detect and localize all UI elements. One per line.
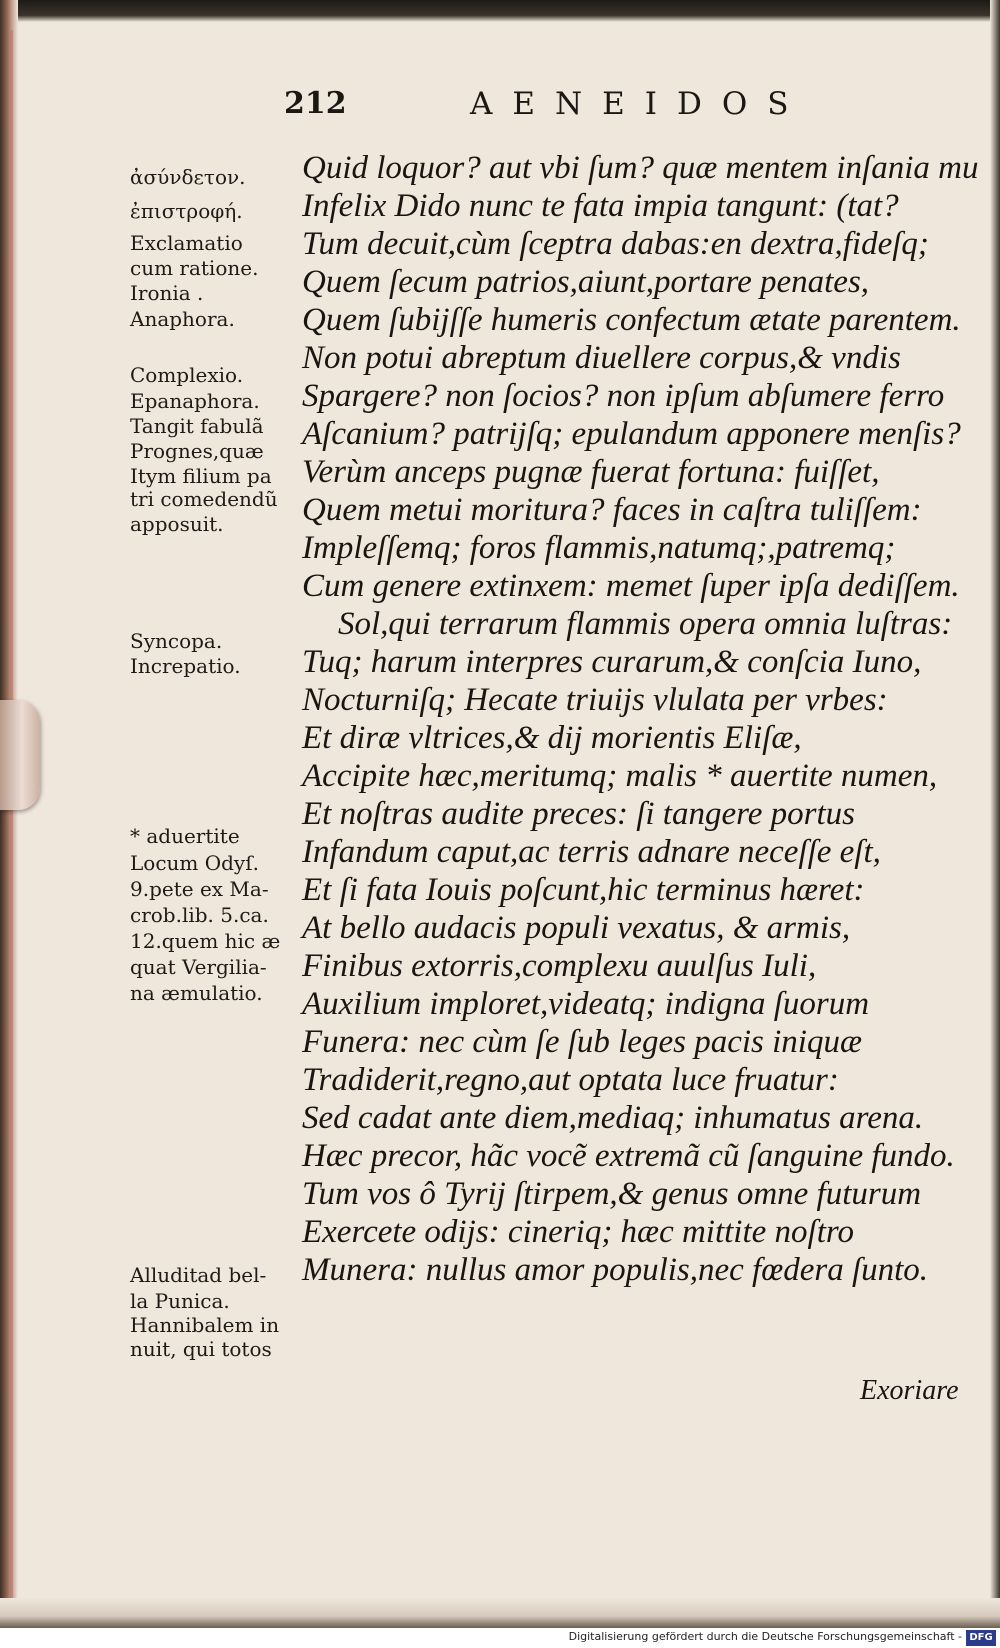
verse-line: Accipite hæc,meritumq; malis * auertite numen,: [302, 758, 938, 794]
verse-line: Et ſi fata Iouis poſcunt,hic terminus hæret:: [302, 872, 865, 908]
verse-line: Tuq; harum interpres curarum,& conſcia Iuno,: [302, 644, 922, 680]
verse-line: Quem ſubijſſe humeris confectum ætate parentem.: [302, 302, 961, 338]
margin-note: ἀσύνδετον.: [130, 165, 246, 189]
verse-line: Funera: nec cùm ſe ſub leges pacis iniquæ: [302, 1024, 862, 1060]
margin-note: ἐπιστροφή.: [130, 199, 243, 223]
scan-top-edge: [0, 0, 1000, 22]
catchword: Exoriare: [860, 1375, 959, 1406]
page-right-edge: [990, 0, 1000, 1648]
verse-line: Hæc precor, hãc vocẽ extremã cũ ſanguine fundo.: [302, 1138, 955, 1174]
verse-line: Tradiderit,regno,aut optata luce fruatur:: [302, 1062, 839, 1098]
margin-note: Hannibalem in: [130, 1313, 280, 1337]
verse-line: Quem ſecum patrios,aiunt,portare penates,: [302, 264, 870, 300]
margin-note: cum ratione.: [130, 256, 259, 280]
verse-line: Nocturniſq; Hecate triuijs vlulata per vrbes:: [302, 682, 888, 718]
verse-line: At bello audacis populi vexatus, & armis,: [302, 910, 851, 946]
margin-note: tri comedendũ: [130, 487, 278, 511]
verse-line: Non potui abreptum diuellere corpus,& vndis: [302, 340, 901, 376]
margin-note: Ironia .: [130, 281, 204, 305]
verse-line: Quem metui moritura? faces in caſtra tuliſſem:: [302, 492, 922, 528]
verse-line: Finibus extorris,complexu auulſus Iuli,: [302, 948, 817, 984]
verse-line: Sol,qui terrarum flammis opera omnia luſtras:: [338, 606, 953, 642]
page-number: 212: [284, 86, 347, 121]
digitization-footer: [0, 1628, 1000, 1648]
verse-line: Aſcanium? patrijſq; epulandum apponere menſis?: [302, 416, 961, 452]
page-clip: [0, 700, 40, 810]
verse-line: Infelix Dido nunc te fata impia tangunt: (tat?: [302, 188, 899, 224]
page-bottom-edge: [0, 1598, 1000, 1628]
verse-line: Impleſſemq; foros flammis,natumq;,patremq;: [302, 530, 896, 566]
margin-note: Epanaphora.: [130, 389, 260, 413]
margin-note: Tangit fabulã: [130, 414, 264, 438]
margin-note: Exclamatio: [130, 231, 243, 255]
verse-line: Auxilium imploret,videatq; indigna ſuorum: [302, 986, 870, 1022]
page-header: [0, 86, 1000, 126]
book-spine-edge: [0, 0, 18, 1648]
verse-line: Spargere? non ſocios? non ipſum abſumere ferro: [302, 378, 945, 414]
margin-note: na æmulatio.: [130, 981, 263, 1005]
margin-note: Prognes,quæ: [130, 439, 264, 463]
margin-note: 12.quem hic æ: [130, 929, 281, 953]
verse-line: Tum vos ô Tyrij ſtirpem,& genus omne futurum: [302, 1176, 922, 1212]
running-title: AENEIDOS: [470, 86, 809, 122]
verse-line: Verùm anceps pugnæ fuerat fortuna: fuiſſet,: [302, 454, 880, 490]
margin-note: Complexio.: [130, 363, 244, 387]
margin-note: apposuit.: [130, 512, 224, 536]
verse-line: Exercete odijs: cineriq; hæc mittite noſtro: [302, 1214, 854, 1250]
margin-note: Locum Odyſ.: [130, 851, 259, 875]
margin-note: quat Vergilia-: [130, 955, 267, 979]
margin-note: 9.pete ex Ma-: [130, 877, 269, 901]
margin-note: Itym filium pa: [130, 464, 272, 488]
verse-line: Cum genere extinxem: memet ſuper ipſa dediſſem.: [302, 568, 960, 604]
margin-note: nuit, qui totos: [130, 1337, 272, 1361]
verse-line: Et noſtras audite preces: ſi tangere portus: [302, 796, 855, 832]
margin-note: Syncopa.: [130, 629, 223, 653]
margin-note: Increpatio.: [130, 654, 241, 678]
verse-line: Et diræ vltrices,& dij morientis Eliſæ,: [302, 720, 802, 756]
dfg-logo: DFG: [966, 1630, 996, 1646]
verse-line: Quid loquor? aut vbi ſum? quæ mentem inſania mu: [302, 150, 979, 186]
verse-line: Infandum caput,ac terris adnare neceſſe eſt,: [302, 834, 881, 870]
margin-note: la Punica.: [130, 1289, 230, 1313]
verse-line: Sed cadat ante diem,mediaq; inhumatus arena.: [302, 1100, 924, 1136]
margin-note: Anaphora.: [130, 307, 235, 331]
funding-credit: Digitalisierung gefördert durch die Deutsche Forschungsgemeinschaft -: [568, 1630, 962, 1643]
margin-note: crob.lib. 5.ca.: [130, 903, 269, 927]
margin-note: Alluditad bel-: [130, 1263, 267, 1287]
verse-line: Tum decuit,cùm ſceptra dabas:en dextra,fideſq;: [302, 226, 929, 262]
margin-note: * aduertite: [130, 824, 240, 848]
verse-line: Munera: nullus amor populis,nec fœdera ſunto.: [302, 1252, 929, 1288]
